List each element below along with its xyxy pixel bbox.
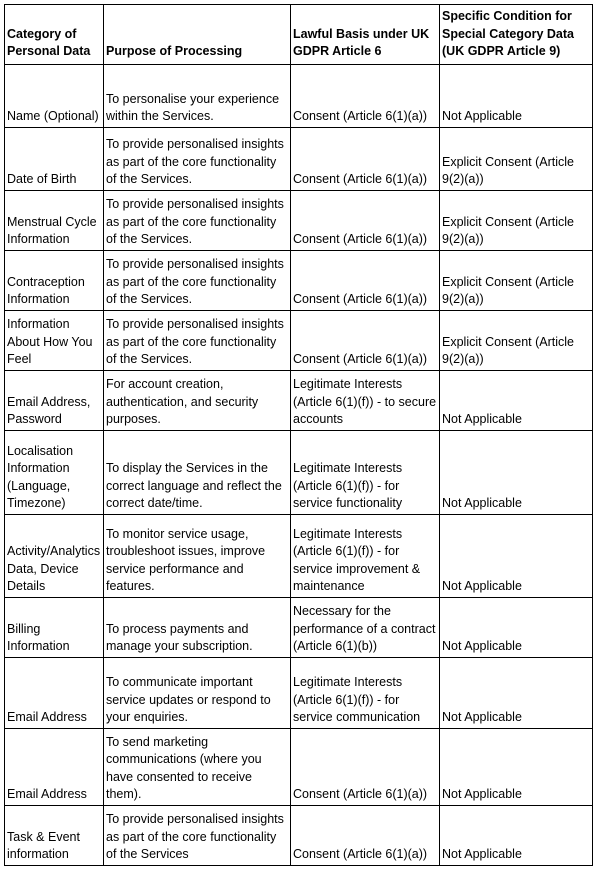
cell-purpose: To send marketing communications (where you have consented to receive them). bbox=[104, 729, 291, 806]
cell-purpose: To provide personalised insights as part of the core functionality of the Services. bbox=[104, 251, 291, 311]
cell-lawful-basis: Legitimate Interests (Article 6(1)(f)) - for service improvement & maintenance bbox=[291, 515, 440, 598]
cell-category: Email Address bbox=[5, 658, 104, 729]
table-row bbox=[5, 431, 593, 515]
table-row bbox=[5, 251, 593, 311]
table-row bbox=[5, 191, 593, 251]
table-row bbox=[5, 729, 593, 806]
cell-category: Email Address bbox=[5, 729, 104, 806]
table-row bbox=[5, 598, 593, 658]
table-row bbox=[5, 515, 593, 598]
cell-category: Task & Event information bbox=[5, 806, 104, 866]
cell-purpose: To provide personalised insights as part of the core functionality of the Services. bbox=[104, 311, 291, 371]
cell-purpose: To communicate important service updates or respond to your enquiries. bbox=[104, 658, 291, 729]
cell-lawful-basis: Legitimate Interests (Article 6(1)(f)) - for service communication bbox=[291, 658, 440, 729]
header-purpose: Purpose of Processing bbox=[104, 5, 291, 65]
header-row bbox=[5, 5, 593, 65]
table-row bbox=[5, 65, 593, 128]
cell-category: Billing Information bbox=[5, 598, 104, 658]
cell-special-condition: Explicit Consent (Article 9(2)(a)) bbox=[440, 311, 593, 371]
cell-purpose: To process payments and manage your subscription. bbox=[104, 598, 291, 658]
cell-special-condition: Not Applicable bbox=[440, 806, 593, 866]
cell-special-condition: Not Applicable bbox=[440, 65, 593, 128]
cell-purpose: To provide personalised insights as part of the core functionality of the Services. bbox=[104, 191, 291, 251]
table-row bbox=[5, 658, 593, 729]
cell-special-condition: Explicit Consent (Article 9(2)(a)) bbox=[440, 251, 593, 311]
cell-category: Menstrual Cycle Information bbox=[5, 191, 104, 251]
cell-special-condition: Explicit Consent (Article 9(2)(a)) bbox=[440, 128, 593, 191]
cell-special-condition: Not Applicable bbox=[440, 598, 593, 658]
cell-lawful-basis: Consent (Article 6(1)(a)) bbox=[291, 191, 440, 251]
cell-purpose: For account creation, authentication, and security purposes. bbox=[104, 371, 291, 431]
cell-category: Activity/Analytics Data, Device Details bbox=[5, 515, 104, 598]
cell-special-condition: Not Applicable bbox=[440, 729, 593, 806]
cell-purpose: To provide personalised insights as part of the core functionality of the Services. bbox=[104, 128, 291, 191]
cell-lawful-basis: Consent (Article 6(1)(a)) bbox=[291, 65, 440, 128]
table-row bbox=[5, 371, 593, 431]
cell-lawful-basis: Necessary for the performance of a contract (Article 6(1)(b)) bbox=[291, 598, 440, 658]
cell-category: Contraception Information bbox=[5, 251, 104, 311]
cell-special-condition: Not Applicable bbox=[440, 371, 593, 431]
cell-lawful-basis: Consent (Article 6(1)(a)) bbox=[291, 251, 440, 311]
cell-lawful-basis: Legitimate Interests (Article 6(1)(f)) - for service functionality bbox=[291, 431, 440, 515]
cell-special-condition: Explicit Consent (Article 9(2)(a)) bbox=[440, 191, 593, 251]
cell-lawful-basis: Consent (Article 6(1)(a)) bbox=[291, 729, 440, 806]
header-lawful-basis: Lawful Basis under UK GDPR Article 6 bbox=[291, 5, 440, 65]
cell-lawful-basis: Consent (Article 6(1)(a)) bbox=[291, 311, 440, 371]
table-row bbox=[5, 311, 593, 371]
cell-purpose: To monitor service usage, troubleshoot issues, improve service performance and features. bbox=[104, 515, 291, 598]
cell-lawful-basis: Consent (Article 6(1)(a)) bbox=[291, 806, 440, 866]
table-row bbox=[5, 806, 593, 866]
cell-purpose: To personalise your experience within the Services. bbox=[104, 65, 291, 128]
cell-special-condition: Not Applicable bbox=[440, 431, 593, 515]
cell-category: Information About How You Feel bbox=[5, 311, 104, 371]
cell-special-condition: Not Applicable bbox=[440, 658, 593, 729]
cell-purpose: To display the Services in the correct language and reflect the correct date/time. bbox=[104, 431, 291, 515]
header-category: Category of Personal Data bbox=[5, 5, 104, 65]
cell-lawful-basis: Consent (Article 6(1)(a)) bbox=[291, 128, 440, 191]
cell-category: Localisation Information (Language, Timezone) bbox=[5, 431, 104, 515]
cell-special-condition: Not Applicable bbox=[440, 515, 593, 598]
data-processing-table bbox=[4, 4, 593, 866]
cell-category: Date of Birth bbox=[5, 128, 104, 191]
cell-purpose: To provide personalised insights as part of the core functionality of the Services bbox=[104, 806, 291, 866]
cell-category: Name (Optional) bbox=[5, 65, 104, 128]
cell-lawful-basis: Legitimate Interests (Article 6(1)(f)) - to secure accounts bbox=[291, 371, 440, 431]
table-row bbox=[5, 128, 593, 191]
cell-category: Email Address, Password bbox=[5, 371, 104, 431]
header-special-condition: Specific Condition for Special Category Data (UK GDPR Article 9) bbox=[440, 5, 593, 65]
